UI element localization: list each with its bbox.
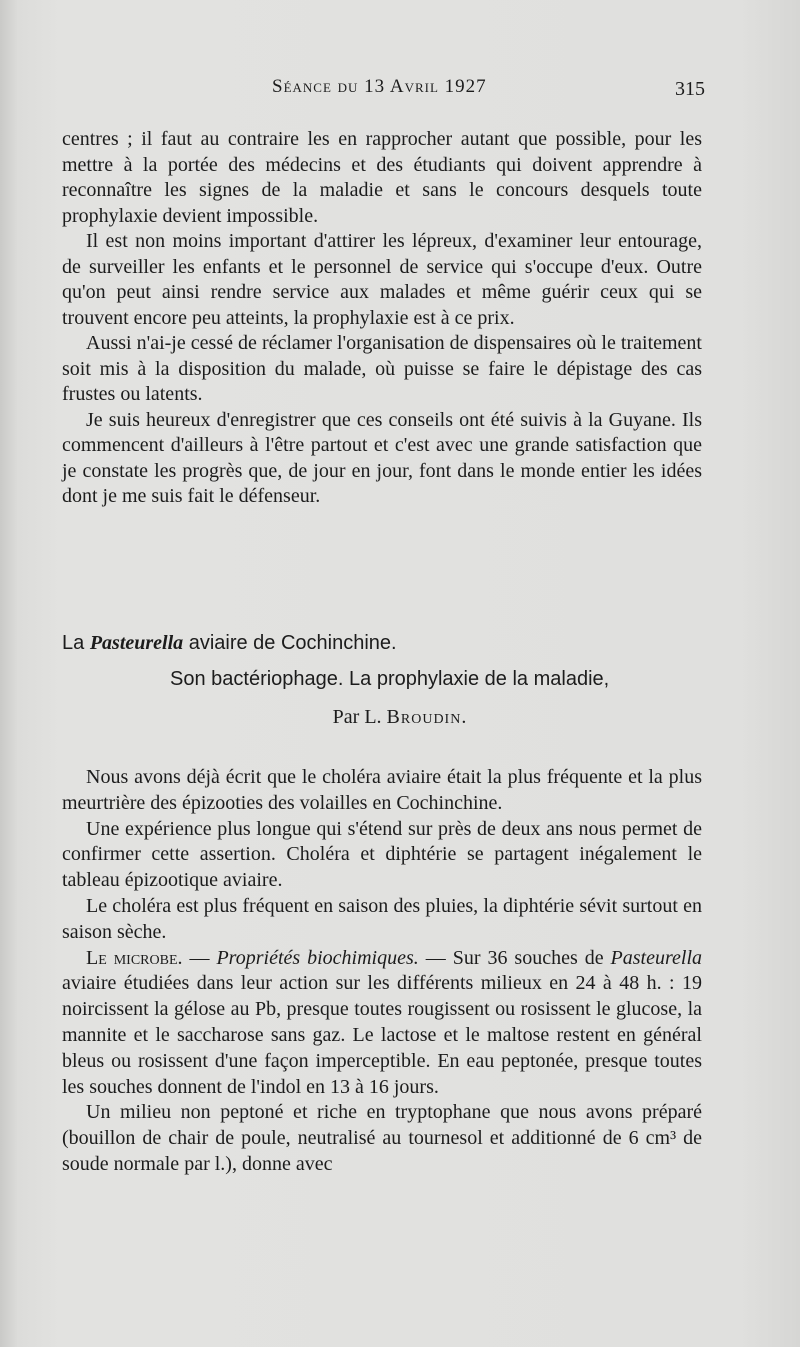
genus-name: Pasteurella (610, 946, 703, 969)
subsection-heading: Propriétés biochimiques. (216, 946, 419, 969)
paragraph (62, 946, 702, 1101)
title-genus: Pasteurella (89, 632, 184, 654)
paragraph: Une expérience plus longue qui s'étend sur près de deux ans nous permet de confirmer cette assertion. Choléra et diphtérie se partagent inégalement le tableau épizootique aviaire. (62, 817, 702, 892)
paragraph: Aussi n'ai-je cessé de réclamer l'organisation de dispensaires où le traitement soit mis à la disposition du malade, où puisse se faire le dépistage des cas frustes ou latents. (62, 332, 702, 405)
page-header (0, 76, 800, 106)
paragraph: Je suis heureux d'enregistrer que ces conseils ont été suivis à la Guyane. Ils commencent d'ailleurs à l'être partout et c'est avec une grande satisfaction que je constate les progrès que, de jour en jour, font dans le monde entier les idées dont je me suis fait le défenseur. (62, 408, 702, 507)
section-1-text (62, 127, 702, 510)
paragraph: Un milieu non peptoné et riche en tryptophane que nous avons préparé (bouillon de chair de poule, neutralisé au tournesol et additionné de 6 cm³ de soude normale par l.), donne avec (62, 1101, 702, 1175)
byline (0, 706, 800, 729)
title-line-1 (62, 625, 742, 661)
section-2-text (62, 765, 702, 1178)
page-number: 315 (675, 78, 705, 100)
text: — Sur 36 souches de (418, 946, 611, 969)
paragraph: Il est non moins important d'attirer les lépreux, d'examiner leur entourage, de surveiller les enfants et le personnel de service qui s'occupe d'eux. Outre qu'on peut ainsi rendre service aux malades et même guérir ceux qui se trouvent encore peu atteints, la prophylaxie est à ce prix. (62, 230, 702, 329)
byline-prefix: Par L. (332, 706, 387, 728)
title-rest: aviaire de Cochinchine. (183, 632, 397, 654)
dash: — (182, 946, 217, 969)
author-name: Broudin. (386, 706, 468, 728)
paragraph: Nous avons déjà écrit que le choléra aviaire était la plus fréquente et la plus meurtrière des épizooties des volailles en Cochinchine. (62, 766, 702, 814)
subsection-lead: Le microbe. (86, 946, 183, 969)
text: aviaire étudiées dans leur action sur les différents milieux en 24 à 48 h. : 19 noircissent la gélose au Pb, presque toutes rougissent ou rosissent le glucose, la mannite et le saccharose sans gaz. Le lactose et le maltose restent en général bleus ou rosissent d'une façon imperceptible. En eau peptonée, presque toutes les souches donnent de l'indol en 13 à 16 jours. (62, 972, 702, 1098)
paragraph: centres ; il faut au contraire les en rapprocher autant que possible, pour les mettre à la portée des médecins et des étudiants qui doivent apprendre à reconnaître les signes de la maladie et sans le concours desquels toute prophylaxie devient impossible. (62, 128, 702, 227)
title-line-2: Son bactériophage. La prophylaxie de la maladie, (170, 668, 610, 690)
title-prefix: La (62, 632, 90, 654)
running-title: Séance du 13 Avril 1927 (272, 76, 487, 97)
article-title (62, 625, 742, 697)
paragraph: Le choléra est plus fréquent en saison des pluies, la diphtérie sévit surtout en saison sèche. (62, 894, 702, 943)
